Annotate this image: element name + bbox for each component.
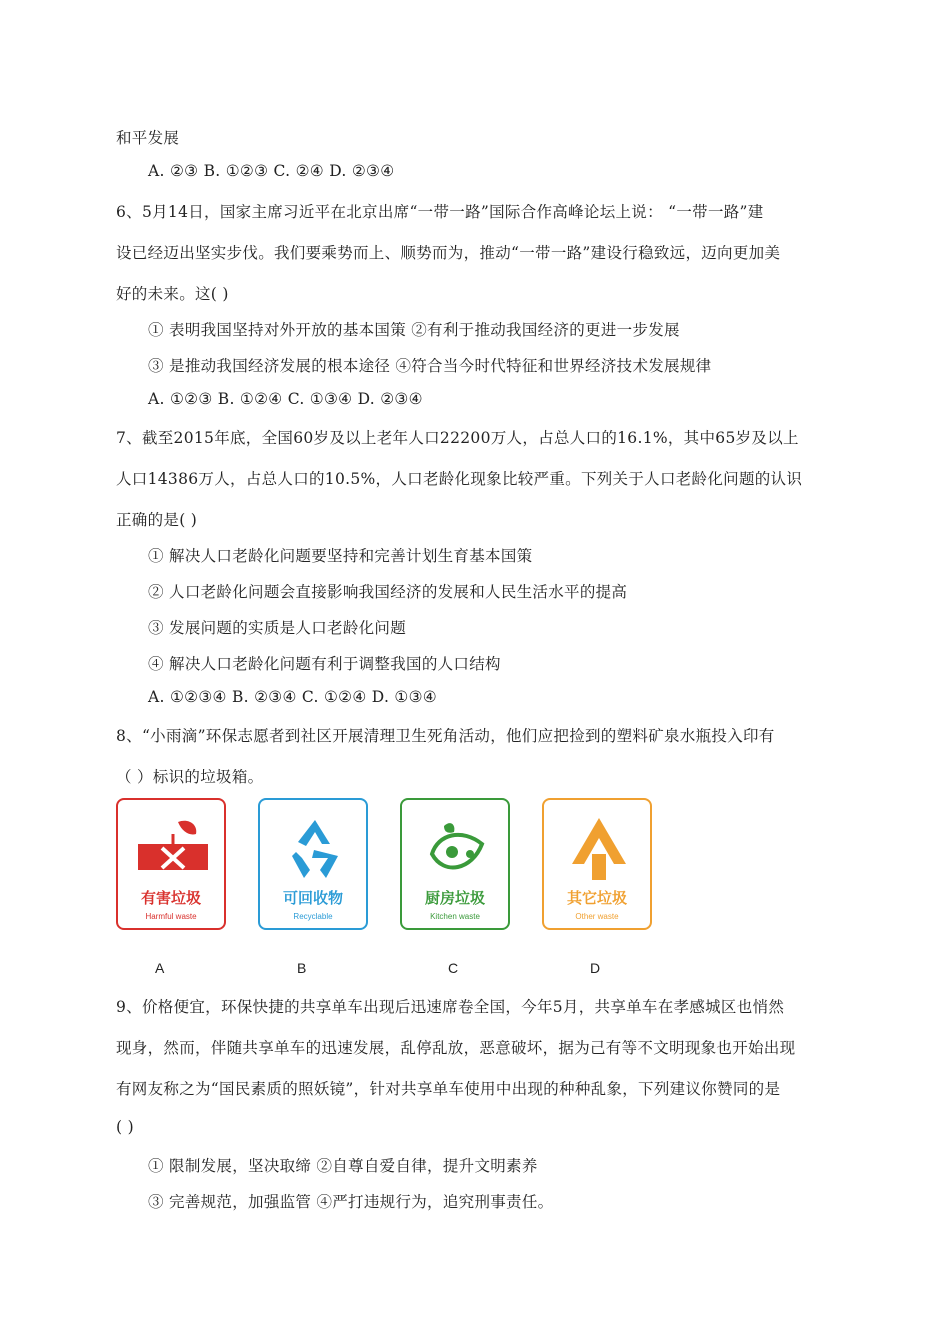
bin-label-en: Kitchen waste [430,912,480,921]
question-text: 好的未来。这( ) [116,285,229,303]
bin-label-en: Other waste [575,912,619,921]
answer-options: A. ①②③ B. ①②④ C. ①③④ D. ②③④ [148,390,423,408]
harmful-waste-icon [138,814,208,884]
option-label-b: B [297,960,307,976]
answer-options: A. ②③ B. ①②③ C. ②④ D. ②③④ [148,162,395,180]
question-6: 6、5月14日，国家主席习近平在北京出席“一带一路”国际合作高峰论坛上说： “一带一路”建 [116,203,764,221]
recyclable-sign [258,798,368,930]
statement-option: ③ 完善规范，加强监管 ④严打违规行为，追究刑事责任。 [148,1193,554,1211]
option-label-d: D [590,960,601,976]
question-text: ( ) [116,1118,134,1136]
question-7: 7、截至2015年底，全国60岁及以上老年人口22200万人，占总人口的16.1%，其中65岁及以上 [116,429,799,447]
question-text: 设已经迈出坚实步伐。我们要乘势而上、顺势而为，推动“一带一路”建设行稳致远，迈向更加美 [116,244,781,262]
bin-label: 厨房垃圾 [424,889,485,907]
waste-bin-icons [116,798,676,938]
kitchen-waste-icon [422,814,492,884]
statement-option: ③ 是推动我国经济发展的根本途径 ④符合当今时代特征和世界经济技术发展规律 [148,357,712,375]
other-waste-icon [564,814,634,884]
question-9: 9、价格便宜，环保快捷的共享单车出现后迅速席卷全国，今年5月，共享单车在孝感城区也悄然 [116,998,785,1016]
text-line: 和平发展 [116,129,180,147]
question-text: （ ）标识的垃圾箱。 [116,768,264,786]
bin-label: 可回收物 [282,889,343,907]
statement-option: ③ 发展问题的实质是人口老龄化问题 [148,619,407,637]
statement-option: ① 表明我国坚持对外开放的基本国策 ②有利于推动我国经济的更进一步发展 [148,321,680,339]
statement-option: ① 限制发展，坚决取缔 ②自尊自爱自律，提升文明素养 [148,1157,538,1175]
statement-option: ② 人口老龄化问题会直接影响我国经济的发展和人民生活水平的提高 [148,583,628,601]
other-waste-sign [542,798,652,930]
question-text: 有网友称之为“国民素质的照妖镜”，针对共享单车使用中出现的种种乱象，下列建议你赞同的是 [116,1080,781,1098]
question-text: 正确的是( ) [116,511,198,529]
question-text: 现身，然而，伴随共享单车的迅速发展，乱停乱放，恶意破坏，据为己有等不文明现象也开始出现 [116,1039,796,1057]
option-label-c: C [448,960,459,976]
harmful-waste-sign [116,798,226,930]
option-label-a: A [155,960,165,976]
bin-label: 有害垃圾 [140,889,201,907]
recycle-icon [280,814,350,884]
question-text: 人口14386万人，占总人口的10.5%，人口老龄化现象比较严重。下列关于人口老龄化问题的认识 [116,470,803,488]
statement-option: ④ 解决人口老龄化问题有利于调整我国的人口结构 [148,655,501,673]
kitchen-waste-sign [400,798,510,930]
question-8: 8、“小雨滴”环保志愿者到社区开展清理卫生死角活动，他们应把捡到的塑料矿泉水瓶投入印有 [116,727,775,745]
statement-option: ① 解决人口老龄化问题要坚持和完善计划生育基本国策 [148,547,533,565]
bin-label: 其它垃圾 [566,889,627,907]
bin-label-en: Harmful waste [145,912,197,921]
bin-label-en: Recyclable [293,912,333,921]
answer-options: A. ①②③④ B. ②③④ C. ①②④ D. ①③④ [148,688,438,706]
